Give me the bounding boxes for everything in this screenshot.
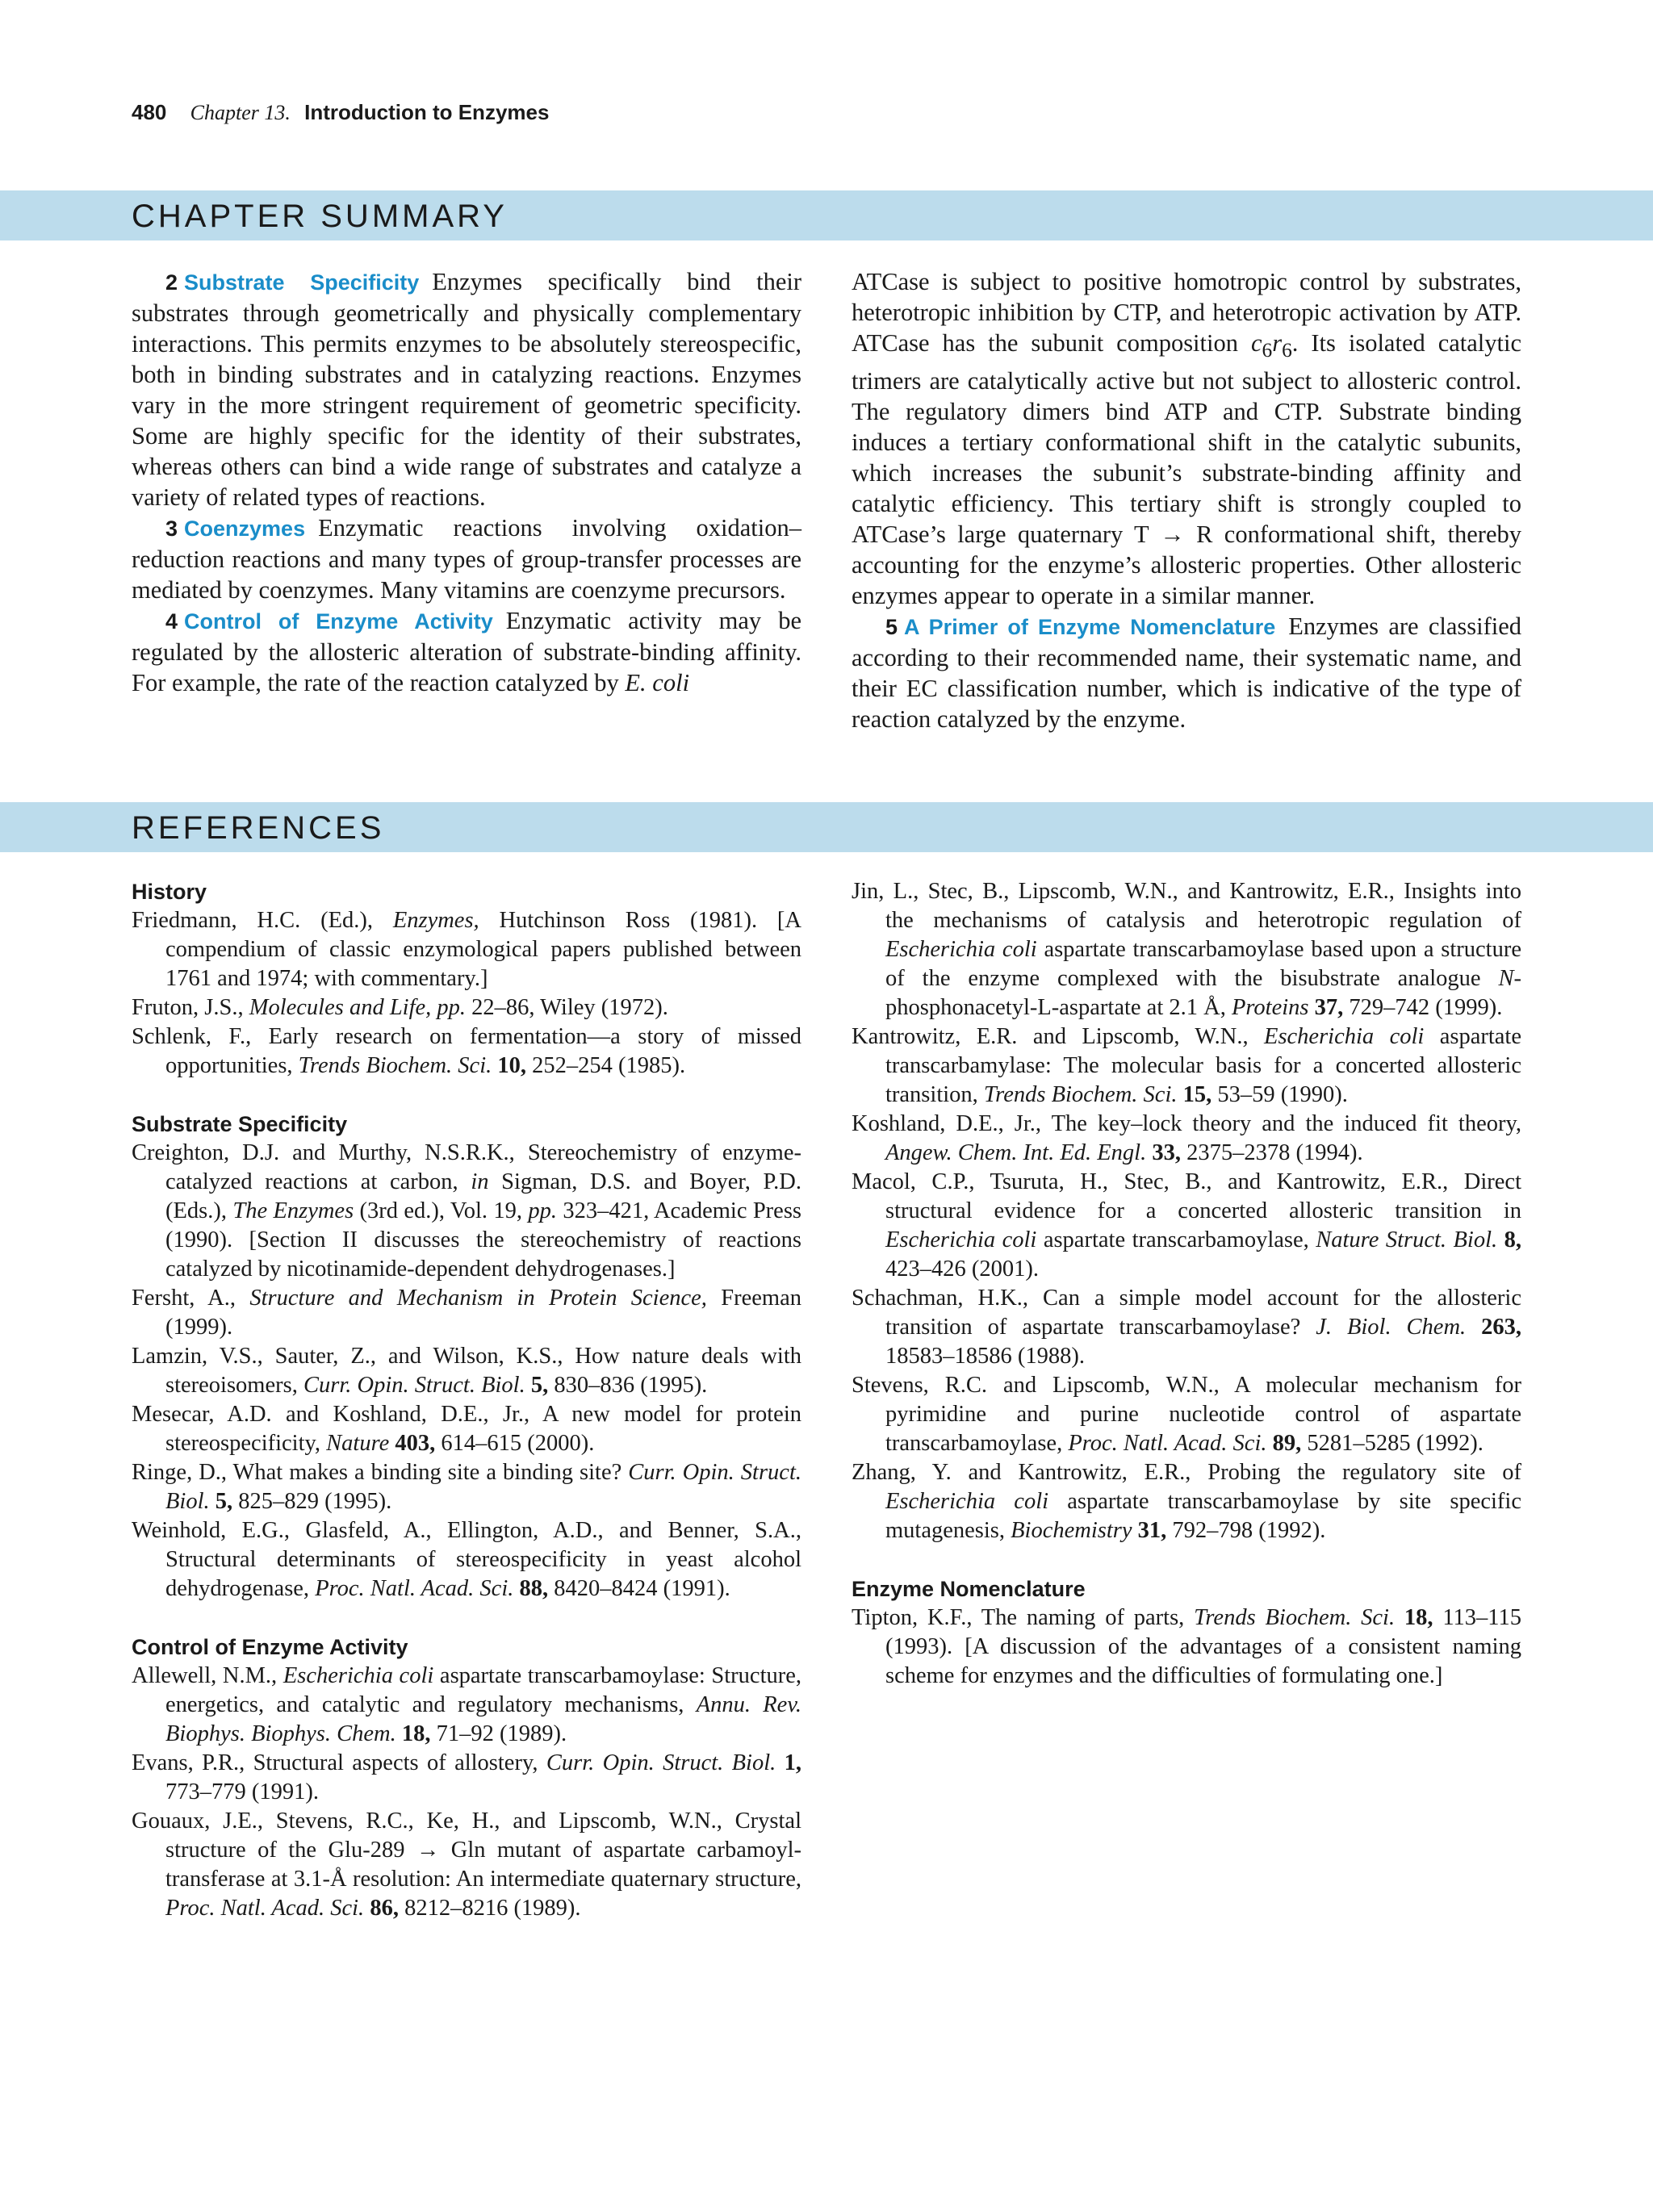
reference-entry: Schachman, H.K., Can a simple model account for the allosteric transition of aspartate transcarbamoylase? J. Biol. Chem. 263, 18583–18586 (1988). — [852, 1286, 1521, 1369]
chapter-title: Introduction to Enzymes — [304, 100, 550, 124]
reference-entry: Creighton, D.J. and Murthy, N.S.R.K., Stereochemistry of enzyme-catalyzed reactions at carbon, in Sigman, D.S. and Boyer, P.D. (Eds.), The Enzymes (3rd ed.), Vol. 19, pp. 323–421, Academic Press (1990). [Section II discusses the stereochemistry of reactions catalyzed by nicotinamide-dependent dehydrogenases.] — [132, 1140, 802, 1282]
reference-entry: Lamzin, V.S., Sauter, Z., and Wilson, K.S., How nature deals with stereoisomers, Curr. Opin. Struct. Biol. 5, 830–836 (1995). — [132, 1344, 801, 1398]
reference-entry: Schlenk, F., Early research on fermentation—a story of missed opportunities, Trends Biochem. Sci. 10, 252–254 (1985). — [132, 1024, 801, 1078]
section-5-text: Enzymes are classified according to their recommended name, their systematic name, and their EC classification number, which is indicative of the type of reaction catalyzed by the enzyme. — [852, 613, 1522, 734]
section-2-title: Substrate Specificity — [184, 270, 420, 295]
reference-entry: Ringe, D., What makes a binding site a binding site? Curr. Opin. Struct. Biol. 5, 825–829 (1995). — [132, 1460, 801, 1514]
section-5-number: 5 — [885, 615, 898, 640]
chapter-summary-band — [0, 190, 1653, 240]
subunit-r-subscript: 6 — [1282, 339, 1292, 362]
reference-entry: Evans, P.R., Structural aspects of allostery, Curr. Opin. Struct. Biol. 1, 773–779 (1991). — [132, 1750, 802, 1804]
reference-entry: Kantrowitz, E.R. and Lipscomb, W.N., Escherichia coli aspartate transcarbamylase: The molecular basis for a concerted allosteric transition, Trends Biochem. Sci. 15, 53–59 (1990). — [852, 1024, 1521, 1107]
reference-entry: Weinhold, E.G., Glasfeld, A., Ellington, A.D., and Benner, S.A., Structural determinants of stereospecificity in yeast alcohol dehydrogenase, Proc. Natl. Acad. Sci. 88, 8420–8424 (1991). — [132, 1518, 801, 1601]
summary-section-3 — [132, 512, 801, 605]
section-3-heading — [165, 516, 305, 541]
subunit-r: r — [1272, 329, 1283, 357]
reference-entry: Friedmann, H.C. (Ed.), Enzymes, Hutchinson Ross (1981). [A compendium of classic enzymological papers published between 1761 and 1974; with commentary.] — [132, 908, 801, 991]
reference-entry: Macol, C.P., Tsuruta, H., Stec, B., and Kantrowitz, E.R., Direct structural evidence for a concerted allosteric transition in Escherichia coli aspartate transcarbamoylase, Nature Struct. Biol. 8, 423–426 (2001). — [852, 1169, 1521, 1282]
section-4-text: Enzymatic activity may be regulated by the allosteric alteration of substrate-binding affinity. For example, the rate of the reaction catalyzed by — [132, 607, 801, 696]
section-2-text: Enzymes specifically bind their substrates through geometrically and physically complementary interactions. This permits enzymes to be absolutely stereospecific, both in binding substrates and in catalyzing reactions. Enzymes vary in the more stringent requirement of geometric specificity. Some are highly specific for the identity of their substrates, whereas others can bind a wide range of substrates and catalyze a variety of related types of reactions. — [132, 268, 801, 511]
section-2-heading — [165, 270, 419, 295]
references-left-column — [132, 877, 801, 1952]
reference-entry: Koshland, D.E., Jr., The key–lock theory and the induced fit theory, Angew. Chem. Int. Ed. Engl. 33, 2375–2378 (1994). — [852, 1111, 1521, 1165]
section-4-text-continued: ATCase is subject to positive homotropic control by substrates, heterotropic inhibition by CTP, and heterotropic activation by ATP. ATCase has the subunit composition — [852, 268, 1521, 357]
section-4-heading — [165, 609, 493, 633]
subunit-c-subscript: 6 — [1262, 339, 1273, 362]
reference-entry: Tipton, K.F., The naming of parts, Trends Biochem. Sci. 18, 113–115 (1993). [A discussion of the advantages of a consistent naming scheme for enzymes and the difficulties of formulating one.] — [852, 1605, 1522, 1688]
section-4-number: 4 — [165, 609, 178, 633]
section-4-organism: E. coli — [625, 669, 690, 696]
reference-entry: Stevens, R.C. and Lipscomb, W.N., A molecular mechanism for pyrimidine and purine nucleotide control of aspartate transcarbamoylase, Proc. Natl. Acad. Sci. 89, 5281–5285 (1992). — [852, 1373, 1521, 1456]
reference-entry: Jin, L., Stec, B., Lipscomb, W.N., and Kantrowitz, E.R., Insights into the mechanisms of catalysis and heterotropic regulation of Escherichia coli aspartate transcarbamoylase based upon a structure of the enzyme complexed with the bisubstrate analogue N-phosphonacetyl-L-aspartate at 2.1 Å, Proteins 37, 729–742 (1999). — [852, 879, 1521, 1020]
ref-group-title: Enzyme Nomenclature — [852, 1577, 1086, 1601]
ref-group-control — [132, 1633, 801, 1923]
ref-group-title: History — [132, 880, 207, 904]
ref-group-substrate — [132, 1110, 801, 1604]
ref-group-title: Substrate Specificity — [132, 1112, 348, 1136]
reference-entry: Mesecar, A.D. and Koshland, D.E., Jr., A new model for protein stereospecificity, Nature 403, 614–615 (2000). — [132, 1402, 801, 1456]
reference-entry: Zhang, Y. and Kantrowitz, E.R., Probing the regulatory site of Escherichia coli aspartate transcarbamoylase by site specific mutagenesis, Biochemistry 31, 792–798 (1992). — [852, 1460, 1521, 1543]
reference-entry: Fruton, J.S., Molecules and Life, pp. 22–86, Wiley (1972). — [132, 995, 668, 1020]
ref-group-history — [132, 877, 801, 1081]
section-2-number: 2 — [165, 270, 178, 295]
summary-section-2 — [132, 266, 801, 512]
section-3-title: Coenzymes — [184, 516, 306, 541]
summary-section-5 — [852, 611, 1521, 734]
chapter-summary-heading: CHAPTER SUMMARY — [132, 199, 508, 234]
reference-entry: Gouaux, J.E., Stevens, R.C., Ke, H., and Lipscomb, W.N., Crystal structure of the Glu-289 → Gln mutant of aspartate carbamoyl-transferase at 3.1-Å resolution: An intermediate quaternary structure, Proc. Natl. Acad. Sci. 86, 8212–8216 (1989). — [132, 1808, 801, 1921]
subunit-c: c — [1250, 329, 1262, 357]
running-head — [132, 100, 549, 125]
references-heading: REFERENCES — [132, 810, 385, 846]
references-right-column — [852, 877, 1521, 1720]
reference-entry: Allewell, N.M., Escherichia coli aspartate transcarbamoylase: Structure, energetics, and catalytic and regulatory mechanisms, Annu. Rev. Biophys. Biophys. Chem. 18, 71–92 (1989). — [132, 1663, 802, 1746]
summary-left-column — [132, 266, 801, 698]
summary-section-4 — [132, 605, 801, 698]
section-3-text: Enzymatic reactions involving oxidation–reduction reactions and many types of group-transfer processes are mediated by coenzymes. Many vitamins are coenzyme precursors. — [132, 514, 801, 604]
section-5-heading — [885, 615, 1275, 639]
section-3-number: 3 — [165, 516, 178, 541]
reference-entry: Fersht, A., Structure and Mechanism in Protein Science, Freeman (1999). — [132, 1286, 801, 1340]
page-number: 480 — [132, 100, 167, 124]
section-4-text-end: . Its isolated catalytic trimers are catalytically active but not subject to allosteric control. The regulatory dimers bind ATP and CTP. Substrate binding induces a tertiary conformational shift in the catalytic subunits, which increases the subunit’s substrate-binding affinity and catalytic efficiency. This tertiary shift is strongly coupled to ATCase’s large quaternary T → R conformational shift, thereby accounting for the enzyme’s allosteric properties. Other allosteric enzymes appear to operate in a similar manner. — [852, 329, 1521, 610]
section-5-title: A Primer of Enzyme Nomenclature — [904, 615, 1276, 640]
references-band — [0, 802, 1653, 852]
ref-group-control-continued — [852, 877, 1521, 1545]
ref-group-title: Control of Enzyme Activity — [132, 1635, 408, 1659]
section-4-title: Control of Enzyme Activity — [184, 609, 493, 633]
ref-group-nomenclature — [852, 1574, 1521, 1691]
summary-section-4-continued — [852, 266, 1521, 611]
chapter-label: Chapter 13. — [190, 101, 291, 124]
summary-right-column — [852, 266, 1521, 734]
